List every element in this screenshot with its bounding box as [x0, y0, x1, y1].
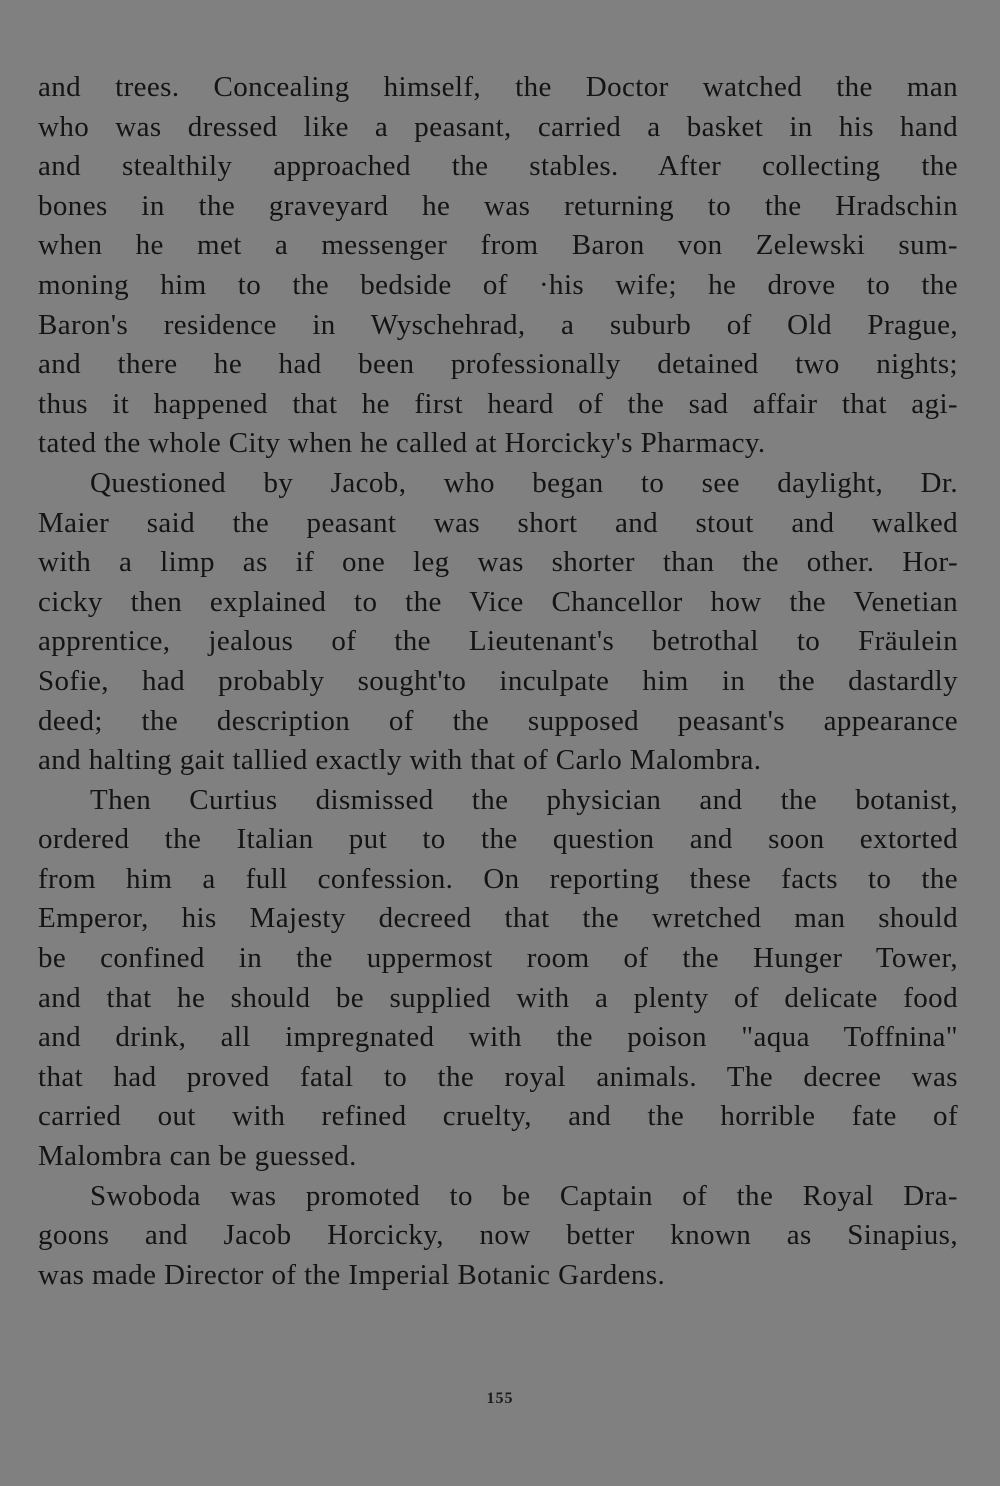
text-line: thus it happened that he first heard of the sad affair that agi- [38, 387, 958, 420]
page-number: 155 [486, 1390, 514, 1407]
text-line: apprentice, jealous of the Lieutenant's betrothal to Fräulein [38, 625, 958, 658]
text-line: tated the whole City when he called at Horcicky's Pharmacy. [38, 427, 766, 460]
text-line: ordered the Italian put to the question and soon extorted [38, 823, 958, 856]
text-line: who was dressed like a peasant, carried a basket in his hand [38, 110, 958, 143]
text-line: be confined in the uppermost room of the Hunger Tower, [38, 942, 958, 975]
body-text [38, 68, 958, 1295]
text-line: and that he should be supplied with a plenty of delicate food [38, 981, 958, 1014]
text-line: and trees. Concealing himself, the Doctor watched the man [38, 71, 958, 103]
text-line: and stealthily approached the stables. After collecting the [38, 150, 958, 183]
text-line: Emperor, his Majesty decreed that the wretched man should [38, 902, 958, 935]
text-line: Baron's residence in Wyschehrad, a suburb of Old Prague, [38, 308, 958, 341]
text-line: and drink, all impregnated with the poison "aqua Toffnina" [38, 1021, 958, 1054]
text-line: that had proved fatal to the royal animals. The decree was [38, 1060, 958, 1093]
text-line: bones in the graveyard he was returning to the Hradschin [38, 189, 958, 222]
text-line: deed; the description of the supposed peasant's appearance [38, 704, 958, 737]
text-line: was made Director of the Imperial Botanic Gardens. [38, 1258, 666, 1291]
text-line: and there he had been professionally detained two nights; [38, 348, 958, 381]
text-line: with a limp as if one leg was shorter than the other. Hor- [38, 546, 958, 579]
text-line: Sofie, had probably sought'to inculpate him in the dastardly [38, 664, 958, 697]
text-line: when he met a messenger from Baron von Zelewski sum- [38, 229, 958, 262]
text-line: Questioned by Jacob, who began to see daylight, Dr. [90, 466, 958, 499]
text-line: cicky then explained to the Vice Chancellor how the Venetian [38, 585, 958, 618]
text-line: Then Curtius dismissed the physician and the botanist, [90, 783, 958, 816]
text-line: goons and Jacob Horcicky, now better known as Sinapius, [38, 1219, 958, 1252]
text-line: moning him to the bedside of ·his wife; he drove to the [38, 268, 958, 301]
text-line: and halting gait tallied exactly with that of Carlo Malombra. [38, 744, 762, 777]
text-line: Malombra can be guessed. [38, 1140, 357, 1173]
text-line: Swoboda was promoted to be Captain of the Royal Dra- [90, 1179, 958, 1212]
text-line: from him a full confession. On reporting these facts to the [38, 862, 958, 895]
text-line: carried out with refined cruelty, and the horrible fate of [38, 1100, 958, 1133]
text-line: Maier said the peasant was short and stout and walked [38, 506, 958, 539]
